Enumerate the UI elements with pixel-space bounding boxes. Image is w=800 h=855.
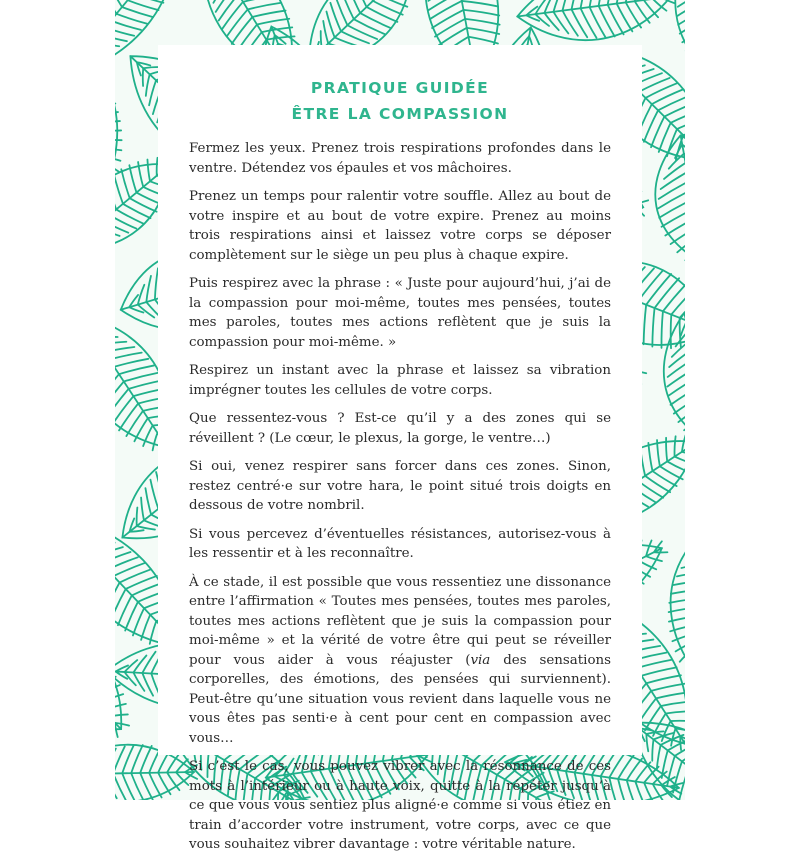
- title-line-1: PRATIQUE GUIDÉE: [310, 79, 490, 97]
- paragraph-6: Si oui, venez respirer sans forcer dans ces zones. Sinon, restez centré·e sur votre hara, le point situé trois doigts en dessous de votre nombril.: [189, 459, 611, 513]
- paragraph-2: Prenez un temps pour ralentir votre souffle. Allez au bout de votre inspire et au bout de votre expire. Prenez au moins trois respirations ainsi et laissez votre corps se déposer complètement sur le siège un peu plus à chaque expire.: [189, 189, 611, 263]
- content-card: [158, 45, 642, 852]
- paragraph-8-part-2: des sensations corporelles, des émotions, des pensées qui surviennent). Peut-être qu’une situation vous revient dans laquelle vous ne vous êtes pas senti·e à cent pour cent en compassion avec vous…: [189, 652, 611, 746]
- paragraph-5: Que ressentez-vous ? Est-ce qu’il y a des zones qui se réveillent ? (Le cœur, le plexus, la gorge, le ventre…): [189, 411, 611, 446]
- title-block: [189, 75, 611, 127]
- title-line-2: ÊTRE LA COMPASSION: [291, 105, 509, 123]
- paragraph-8-italic: via: [470, 652, 491, 668]
- paragraph-3: Puis respirez avec la phrase : « Juste pour aujourd’hui, j’ai de la compassion pour moi-même, toutes mes pensées, toutes mes paroles, toutes mes actions reflètent que je suis la compassion pour moi-même. »: [189, 276, 611, 350]
- paragraph-8-part-1: À ce stade, il est possible que vous ressentiez une dissonance entre l’affirmation « Toutes mes pensées, toutes mes paroles, toutes mes actions reflètent que je suis la compassion pour moi-même » et la vérité de votre être qui peut se réveiller pour vous aider à vous réajuster (: [189, 574, 611, 668]
- paragraph-4: Respirez un instant avec la phrase et laissez sa vibration imprégner toutes les cellules de votre corps.: [189, 363, 611, 398]
- paragraph-1: Fermez les yeux. Prenez trois respirations profondes dans le ventre. Détendez vos épaules et vos mâchoires.: [189, 141, 611, 176]
- paragraph-9: Si c’est le cas, vous pouvez vibrer avec la résonnance de ces mots à l’intérieur ou à haute voix, quitte à la répéter jusqu’à ce que vous vous sentiez plus aligné·e comme si vous étiez en train d’accorder votre instrument, votre corps, avec ce que vous souhaitez vibrer davantage : votre véritable nature.: [189, 759, 611, 852]
- paragraph-8: [189, 573, 611, 749]
- paragraph-7: Si vous percevez d’éventuelles résistances, autorisez-vous à les ressentir et à les reconnaître.: [189, 526, 611, 561]
